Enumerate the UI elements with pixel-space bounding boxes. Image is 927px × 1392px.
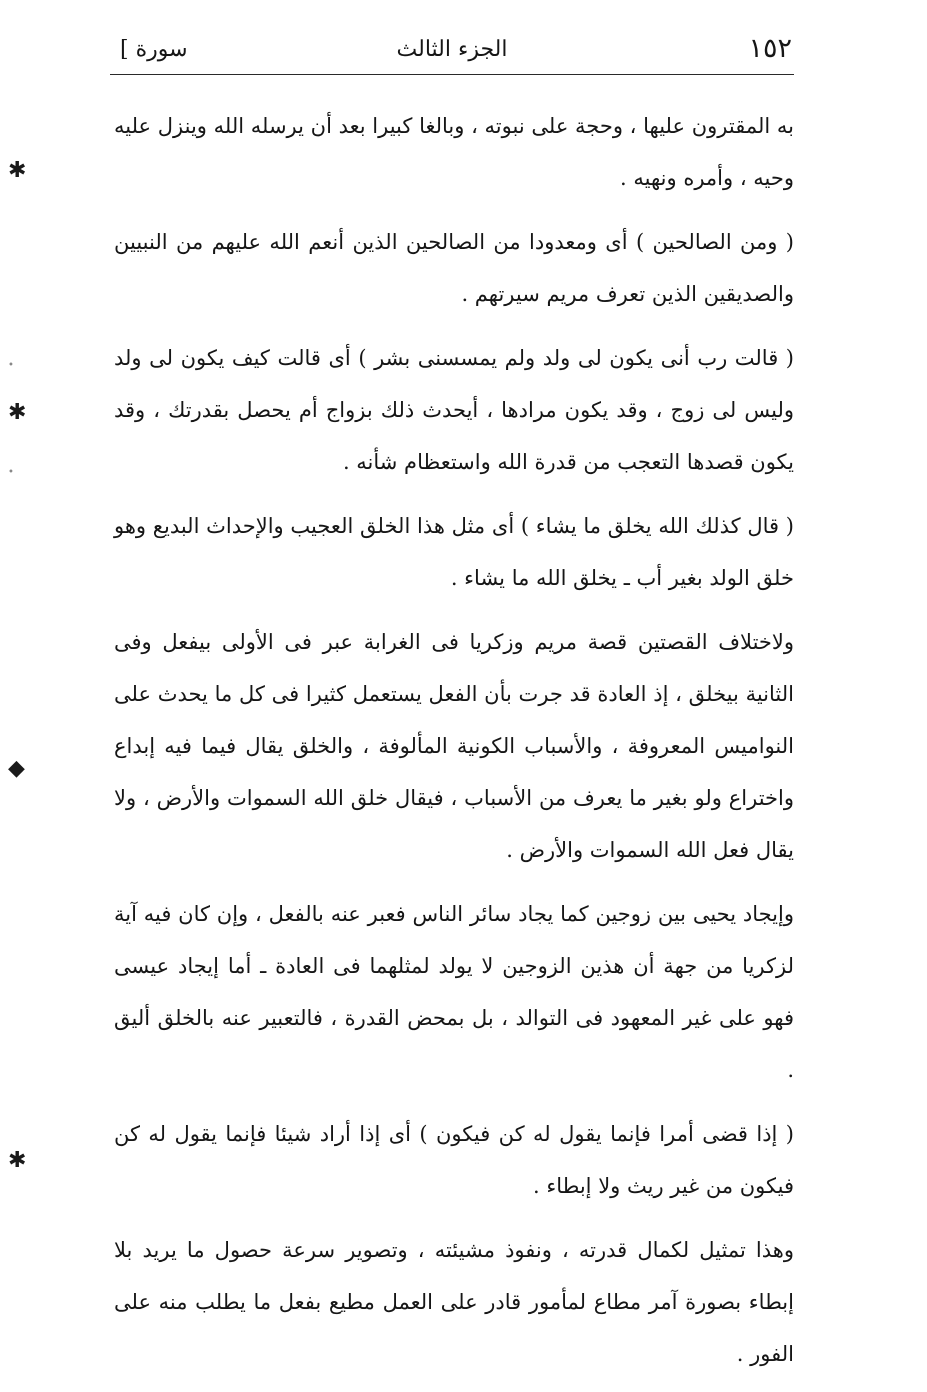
paragraph: ( قالت رب أنى يكون لى ولد ولم يمسسنى بشر ) أى قالت كيف يكون لى ولد وليس لى زوج ، وقد يكون مرادها ، أيحدث ذلك بزواج أم يحصل بقدرتك ، وقد يكون قصدها التعجب من قدرة الله واستعظام شأنه . xyxy=(114,346,794,474)
margin-speck-icon: ✱ xyxy=(8,1148,27,1173)
paragraph: وإيجاد يحيى بين زوجين كما يجاد سائر الناس فعبر عنه بالفعل ، وإن كان فيه آية لزكريا من جهة أن هذين الزوجين لا يولد لمثلهما فى العادة ـ أما إيجاد عيسى فهو على غير المعهود فى التوالد ، بل بمحض القدرة ، فالتعبير عنه بالخلق أليق . xyxy=(114,902,794,1082)
running-title: الجزء الثالث xyxy=(396,37,508,62)
margin-dot-icon: • xyxy=(8,360,14,371)
page-header xyxy=(110,30,794,75)
margin-dot-icon: • xyxy=(8,467,14,478)
margin-speck-icon: ◆ xyxy=(8,756,25,781)
paragraph: به المقترون عليها ، وحجة على نبوته ، وبالغا كبيرا بعد أن يرسله الله وينزل عليه وحيه ، وأمره ونهيه . xyxy=(114,114,794,190)
paragraph: ( ومن الصالحين ) أى ومعدودا من الصالحين الذين أنعم الله عليهم من النبيين والصديقين الذين تعرف مريم سيرتهم . xyxy=(114,230,794,306)
paragraph: وهذا تمثيل لكمال قدرته ، ونفوذ مشيئته ، وتصوير سرعة حصول ما يريد بلا إبطاء بصورة آمر مطاع لمأمور قادر على العمل مطيع بفعل ما يطلب منه على الفور . xyxy=(114,1238,794,1366)
paragraph: ( قال كذلك الله يخلق ما يشاء ) أى مثل هذا الخلق العجيب والإحداث البديع وهو خلق الولد بغير أب ـ يخلق الله ما يشاء . xyxy=(114,514,794,590)
paragraph: ( إذا قضى أمرا فإنما يقول له كن فيكون ) أى إذا أراد شيئا فإنما يقول له كن فيكون من غير ريث ولا إبطاء . xyxy=(114,1122,794,1198)
surah-label: سورة ] xyxy=(120,37,188,62)
margin-speck-icon: ✱ xyxy=(8,158,27,183)
page-number: ١٥٢ xyxy=(748,33,792,64)
margin-speck-icon: ✱ xyxy=(8,400,27,425)
page-body xyxy=(114,100,794,1392)
paragraph: ولاختلاف القصتين قصة مريم وزكريا فى الغرابة عبر فى الأولى بيفعل وفى الثانية بيخلق ، إذ العادة قد جرت بأن الفعل يستعمل كثيرا فى كل ما يحدث على النواميس المعروفة ، والأسباب الكونية المألوفة ، والخلق يقال فيما فيه إبداع واختراع ولو بغير ما يعرف من الأسباب ، فيقال خلق الله السموات والأرض ، ولا يقال فعل الله السموات والأرض . xyxy=(114,630,794,862)
